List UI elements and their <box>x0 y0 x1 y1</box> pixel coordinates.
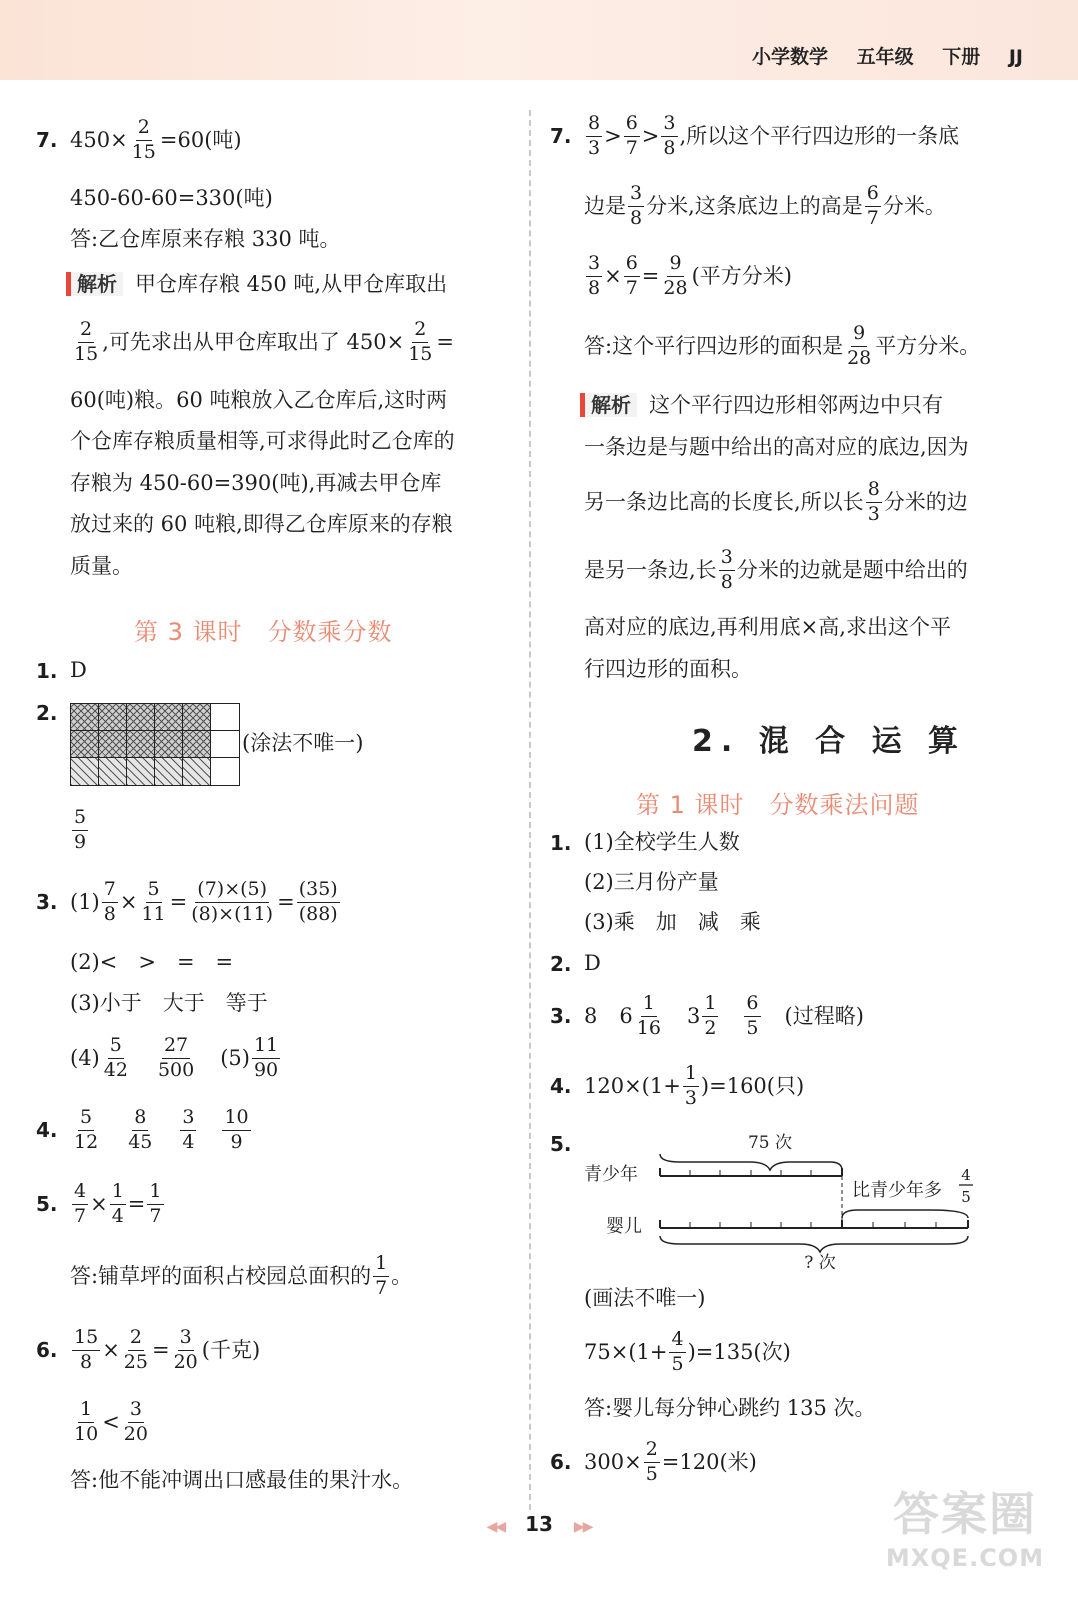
right-q2: 2. D <box>550 951 601 976</box>
fraction: $\frac{(7)\times(5)}{(8)\times(11)}$ <box>191 878 274 925</box>
lesson-3-title: 第 3 课时 分数乘分数 <box>134 618 393 646</box>
fraction: $\frac{8}{3}$ <box>588 112 601 159</box>
fraction: $\frac{5}{42}$ <box>103 1034 128 1081</box>
fraction: $\frac{2}{15}$ <box>408 318 433 365</box>
fraction: $\frac{3}{8}$ <box>720 546 733 593</box>
section-2-title: 2. 混 合 运 算 <box>692 724 967 759</box>
right-q7-analysis-line3: 另一条边比高的长度长,所以长 $\frac{8}{3}$ 分米的边 <box>584 478 968 525</box>
right-q7-analysis-line4: 是另一条边,长 $\frac{3}{8}$ 分米的边就是题中给出的 <box>584 546 968 593</box>
fraction: $\frac{8}{45}$ <box>128 1106 153 1153</box>
left-q6-compare: $\frac{1}{10}$ < $\frac{3}{20}$ <box>74 1398 148 1445</box>
right-q7-analysis-line1: 解析 这个平行四边形相邻两边中只有 <box>580 393 943 417</box>
right-q6: 6. 300× $\frac{2}{5}$ =120(米) <box>550 1438 757 1485</box>
fraction: $\frac{3}{8}$ <box>663 112 676 159</box>
left-q7-analysis-line4: 个仓库存粮质量相等,可求得此时乙仓库的 <box>70 429 455 453</box>
left-q7-analysis-line2: $\frac{2}{15}$ ,可先求出从甲仓库取出了 450× $\frac{2}{15}$ = <box>74 318 455 365</box>
fraction: $\frac{8}{3}$ <box>867 478 880 525</box>
right-q7-line3: $\frac{3}{8}$ × $\frac{6}{7}$ = $\frac{9}{28}$ (平方分米) <box>588 252 792 299</box>
left-q7-analysis-line6: 放过来的 60 吨粮,即得乙仓库原来的存粮 <box>70 512 453 536</box>
header-subject: 小学数学 <box>751 46 828 68</box>
fraction: $\frac{5}{11}$ <box>141 878 166 925</box>
left-q4: 4. $\frac{5}{12}$ $\frac{8}{45}$ $\frac{3}{4}$ $\frac{10}{9}$ <box>36 1106 249 1153</box>
fraction: $\frac{6}{7}$ <box>625 252 638 299</box>
left-q6-answer: 答:他不能冲调出口感最佳的果汁水。 <box>70 1468 414 1492</box>
left-q2-fraction <box>70 808 90 853</box>
left-q7-line1: 7. 450× $\frac{2}{15}$ =60(吨) <box>36 116 242 163</box>
left-q3-part3: (3)小于 大于 等于 <box>70 991 268 1015</box>
left-q7-analysis-line7: 质量。 <box>70 554 133 578</box>
diagram-top-label: 75 次 <box>747 1133 793 1153</box>
fraction: $\frac{2}{25}$ <box>123 1326 148 1373</box>
right-q5-note: (画法不唯一) <box>584 1286 706 1310</box>
left-q3-part4-5: (4) $\frac{5}{42}$ $\frac{27}{500}$ (5) $\frac{11}{90}$ <box>70 1034 279 1081</box>
diagram-row-baby: 婴儿 <box>606 1216 642 1237</box>
left-q5: 5. $\frac{4}{7}$ × $\frac{1}{4}$ = $\frac{1}{7}$ <box>36 1180 162 1227</box>
fraction: $\frac{3}{8}$ <box>630 182 643 229</box>
left-q3-part1: 3. (1) $\frac{7}{8}$ × $\frac{5}{11}$ = $\frac{(7)\times(5)}{(8)\times(11)}$ = $\frac{(35)}{(88)}$ <box>36 878 338 925</box>
page-number: 13 <box>525 1512 553 1536</box>
fraction: $\frac{27}{500}$ <box>157 1034 195 1081</box>
fraction: $\frac{1}{3}$ <box>684 1062 697 1109</box>
header-volume: 下册 <box>942 46 981 68</box>
analysis-tag: 解析 <box>66 272 123 296</box>
lesson-1-title: 第 1 课时 分数乘法问题 <box>636 791 920 819</box>
fraction: $\frac{6}{7}$ <box>866 182 879 229</box>
right-q7-analysis-line5: 高对应的底边,再利用底×高,求出这个平 <box>584 615 951 639</box>
next-arrows-icon: ▶▶ <box>573 1519 592 1535</box>
left-q6: 6. $\frac{15}{8}$ × $\frac{2}{25}$ = $\frac{3}{20}$ (千克) <box>36 1326 261 1373</box>
fraction: $\frac{10}{9}$ <box>224 1106 249 1153</box>
right-q1-part3: (3)乘 加 减 乘 <box>584 910 761 934</box>
fraction: $\frac{3}{4}$ <box>182 1106 195 1153</box>
right-q7-line2: 边是 $\frac{3}{8}$ 分米,这条底边上的高是 $\frac{6}{7}$ 分米。 <box>584 182 946 229</box>
right-q5-num: 5. <box>550 1132 572 1156</box>
right-q1-part1: 1. (1)全校学生人数 <box>550 830 740 855</box>
left-q2: 2. (涂法不唯一) <box>36 703 363 786</box>
fraction: $\frac{7}{8}$ <box>103 878 116 925</box>
fraction: $\frac{11}{90}$ <box>253 1034 279 1081</box>
left-q7-answer: 答:乙仓库原来存粮 330 吨。 <box>70 227 341 251</box>
svg-text:4: 4 <box>961 1166 971 1184</box>
right-q5-answer: 答:婴儿每分钟心跳约 135 次。 <box>584 1396 876 1420</box>
line-segment-diagram <box>580 1126 1010 1276</box>
book-header <box>730 42 1023 69</box>
left-q7-analysis-line5: 存粮为 450-60=390(吨),再减去甲仓库 <box>70 471 442 495</box>
fraction: $\frac{3}{8}$ <box>588 252 601 299</box>
right-q3: 3. 8 6 $\frac{1}{16}$ 3 $\frac{1}{2}$ $\frac{6}{5}$ (过程略) <box>550 992 864 1039</box>
left-q3-part2: (2)< > = = <box>70 950 234 974</box>
header-grade: 五年级 <box>856 46 914 68</box>
fraction: $\frac{2}{15}$ <box>131 116 156 163</box>
fraction: $\frac{2}{5}$ <box>645 1438 658 1485</box>
left-q1: 1. D <box>36 658 87 683</box>
fraction: $\frac{3}{20}$ <box>123 1398 148 1445</box>
header-edition: JJ <box>1008 46 1023 68</box>
fraction: $\frac{9}{28}$ <box>847 322 872 369</box>
left-q7-analysis-line3: 60(吨)粮。60 吨粮放入乙仓库后,这时两 <box>70 388 448 412</box>
fraction: $\frac{5}{9}$ <box>74 806 87 853</box>
left-q7-line2: 450-60-60=330(吨) <box>70 186 273 210</box>
fraction: $\frac{5}{12}$ <box>74 1106 99 1153</box>
diagram-bottom-label: ? 次 <box>804 1253 836 1273</box>
column-divider <box>529 110 531 1510</box>
fraction: $\frac{3}{20}$ <box>173 1326 198 1373</box>
watermark: 答案圈 MXQE.COM <box>885 1487 1045 1572</box>
analysis-tag: 解析 <box>580 393 637 417</box>
diagram-row-teen: 青少年 <box>584 1164 638 1185</box>
fraction: $\frac{1}{10}$ <box>74 1398 99 1445</box>
fraction: $\frac{15}{8}$ <box>74 1326 99 1373</box>
fraction: $\frac{2}{15}$ <box>74 318 99 365</box>
fraction: $\frac{(35)}{(88)}$ <box>298 878 338 925</box>
fraction: $\frac{1}{7}$ <box>375 1252 388 1299</box>
right-q4: 4. 120×(1+ $\frac{1}{3}$ )=160(只) <box>550 1062 805 1109</box>
fraction: $\frac{1}{7}$ <box>149 1180 162 1227</box>
right-q5-equation: 75×(1+ $\frac{4}{5}$ )=135(次) <box>584 1328 791 1375</box>
fraction: $\frac{6}{5}$ <box>746 992 759 1039</box>
right-q7-analysis-line6: 行四边形的面积。 <box>584 657 752 681</box>
right-q7-answer: 答:这个平行四边形的面积是 $\frac{9}{28}$ 平方分米。 <box>584 322 981 369</box>
shaded-grid <box>70 703 240 786</box>
left-q5-answer: 答:铺草坪的面积占校园总面积的 $\frac{1}{7}$ 。 <box>70 1252 413 1299</box>
fraction: $\frac{9}{28}$ <box>663 252 688 299</box>
fraction: $\frac{4}{7}$ <box>74 1180 87 1227</box>
left-q7-analysis-line1: 解析 甲仓库存粮 450 吨,从甲仓库取出 <box>66 272 447 296</box>
right-q7-analysis-line2: 一条边是与题中给出的高对应的底边,因为 <box>584 435 969 459</box>
svg-text:5: 5 <box>961 1188 971 1206</box>
mixed-number: 3 $\frac{1}{2}$ <box>686 992 717 1039</box>
diagram-more-label: 比青少年多 <box>852 1180 942 1201</box>
fraction: $\frac{1}{4}$ <box>111 1180 124 1227</box>
prev-arrows-icon: ◀◀ <box>486 1519 505 1535</box>
fraction: $\frac{4}{5}$ <box>671 1328 684 1375</box>
mixed-number: 6 $\frac{1}{16}$ <box>619 992 661 1039</box>
right-q7-line1: 7. $\frac{8}{3}$ > $\frac{6}{7}$ > $\frac{3}{8}$ ,所以这个平行四边形的一条底 <box>550 112 960 159</box>
fraction: $\frac{6}{7}$ <box>625 112 638 159</box>
right-q1-part2: (2)三月份产量 <box>584 870 719 894</box>
